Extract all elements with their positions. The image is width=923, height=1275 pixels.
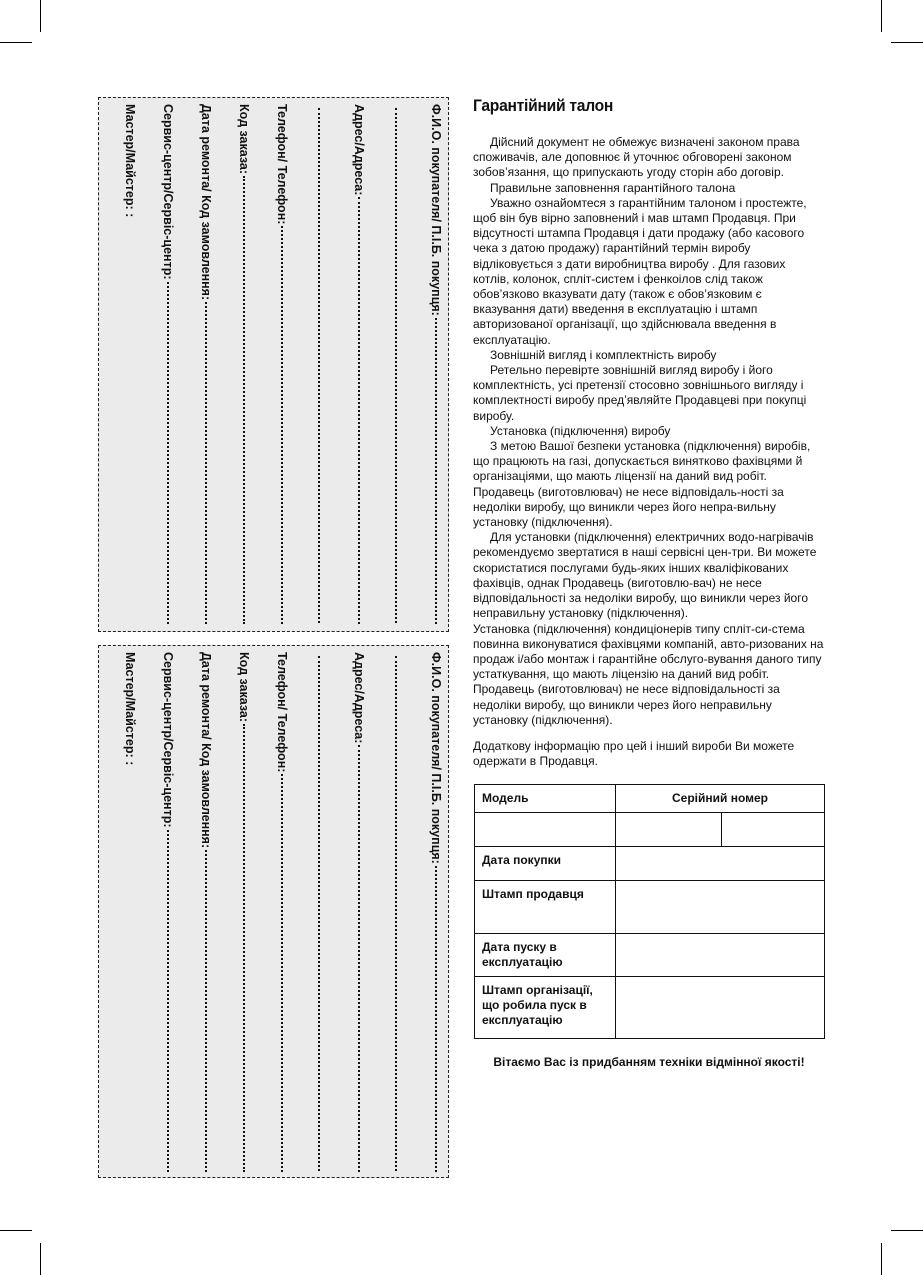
order-code-field[interactable]: Код заказа: xyxy=(237,104,251,624)
crop-mark xyxy=(891,1230,923,1231)
purchase-date-cell[interactable] xyxy=(616,847,825,881)
address-field[interactable]: Адрес/Адреса: xyxy=(352,104,366,624)
crop-mark xyxy=(40,0,41,32)
start-date-cell[interactable] xyxy=(616,934,825,977)
warranty-paragraph: Дійсний документ не обмежує визначені законом права споживачів, але доповнює й уточнює обговорені законом зобов’язання, що припускають угоду сторін або договір. xyxy=(473,135,800,180)
additional-info-note: Додаткову інформацію про цей і інший вироби Ви можете одержати в Продавця. xyxy=(473,739,795,769)
buyer-name-field[interactable]: Ф.И.О. покупателя/ П.І.Б. покупця: xyxy=(429,652,443,1172)
warranty-paragraph: Установка (підключення) виробу xyxy=(490,423,671,438)
seller-stamp-cell[interactable] xyxy=(616,881,825,934)
page-title: Гарантійний талон xyxy=(473,96,614,115)
congratulations-text: Вітаємо Вас із придбанням техніки відмінної якості! xyxy=(493,1055,805,1069)
fill-line xyxy=(395,108,397,623)
address-field[interactable]: Адрес/Адреса: xyxy=(352,652,366,1172)
fill-line xyxy=(167,830,169,1172)
repair-date-field[interactable]: Дата ремонта/ Код замовлення: xyxy=(199,652,213,1172)
fill-line xyxy=(358,745,360,1172)
repair-coupon-top xyxy=(98,97,449,632)
service-center-field[interactable]: Сервис-центр/Сервіс-центр: xyxy=(161,652,175,1172)
org-stamp-cell[interactable] xyxy=(616,977,825,1039)
crop-mark xyxy=(0,1230,32,1231)
order-code-field[interactable]: Код заказа: xyxy=(237,652,251,1172)
seller-stamp-label: Штамп продавця xyxy=(475,881,616,934)
warranty-paragraph: Правильне заповнення гарантійного талона xyxy=(490,180,736,195)
fill-line xyxy=(358,197,360,624)
crop-mark xyxy=(881,1243,882,1275)
repair-coupon-bottom xyxy=(98,645,449,1178)
fill-line xyxy=(318,656,320,1171)
serial-number-header: Серійний номер xyxy=(616,785,825,813)
warranty-body-text xyxy=(473,135,825,728)
fill-line xyxy=(395,656,397,1171)
crop-mark xyxy=(891,42,923,43)
crop-mark xyxy=(881,0,882,32)
warranty-paragraph: Для установки (підключення) електричних водо-нагрівачів рекомендуємо звертатися в наші сервісні цен-три. Ви можете скористатися послугами будь-яких інших кваліфікованих фахівців, однак Продавець (виготовлю-вач) не несе відповідальності за недоліки виробу, що виникли через його неправильну установку (підключення). xyxy=(473,530,817,621)
fill-line xyxy=(435,866,437,1172)
crop-mark xyxy=(0,42,32,43)
warranty-paragraph: Ретельно перевірте зовнішній вигляд виробу і його комплектність, усі претензії стосовно зовнішнього вигляду і комплектності виробу пред’являйте Продавцеві при покупці виробу. xyxy=(473,363,807,423)
warranty-paragraph: Установка (підключення) кондиціонерів типу спліт-си-стема повинна виконуватися фахівцями компаній, авто-ризованих на продаж і/або монтаж і гарантійне обслуго-вування даного типу устаткування, що мають ліцензію на даний вид робіт. Продавець (виготовлювач) не несе відповідальності за недоліки виробу, що виникли через його неправильну установку (підключення). xyxy=(473,621,824,727)
buyer-name-field[interactable]: Ф.И.О. покупателя/ П.І.Б. покупця: xyxy=(429,104,443,624)
fill-line xyxy=(205,302,207,624)
master-field[interactable]: Мастер/Майстер: : xyxy=(123,104,137,218)
purchase-date-label: Дата покупки xyxy=(475,847,616,881)
phone-field[interactable]: Телефон/ Телефон: xyxy=(275,652,289,1172)
warranty-table xyxy=(474,784,825,1039)
serial-number-cell[interactable] xyxy=(616,813,722,847)
warranty-paragraph: Зовнішній вигляд і комплектність виробу xyxy=(490,347,717,362)
start-date-label: Дата пуску в експлуатацію xyxy=(475,934,616,977)
fill-line xyxy=(281,774,283,1172)
repair-date-field[interactable]: Дата ремонта/ Код замовлення: xyxy=(199,104,213,624)
org-stamp-label: Штамп організації, що робила пуск в експлуатацію xyxy=(475,977,616,1039)
warranty-paragraph: З метою Вашої безпеки установка (підключення) виробів, що працюють на газі, допускається винятково фахівцями й організаціями, що мають ліцензії на даний вид робіт. Продавець (виготовлювач) не несе відповідаль-ності за недоліки виробу, що виникли через його непра-вильну установку (підключення). xyxy=(473,439,811,530)
warranty-paragraph: Уважно ознайомтеся з гарантійним талоном і простежте, щоб він був вірно заповнений і мав штамп Продавця. При відсутності штампа Продавця і дати продажу (або касового чека з датою продажу) гарантійний термін виробу відліковується з дати виробництва виробу . Для газових котлів, колонок, спліт-систем і фенкоілов слід також обов’язково вказувати дату (також є обов’язковим є вказування дати) введення в експлуатацію і штамп авторизованої організації, що здійснювала введення в експлуатацію. xyxy=(473,195,807,347)
fill-line xyxy=(243,724,245,1172)
model-cell[interactable] xyxy=(475,813,616,847)
model-header: Модель xyxy=(475,785,616,813)
fill-line xyxy=(243,176,245,624)
fill-line xyxy=(281,226,283,624)
serial-number-cell[interactable] xyxy=(722,813,825,847)
fill-line xyxy=(205,850,207,1172)
service-center-field[interactable]: Сервис-центр/Сервіс-центр: xyxy=(161,104,175,624)
fill-line xyxy=(318,108,320,623)
master-field[interactable]: Мастер/Майстер: : xyxy=(123,652,137,766)
fill-line xyxy=(435,318,437,624)
phone-field[interactable]: Телефон/ Телефон: xyxy=(275,104,289,624)
fill-line xyxy=(167,282,169,624)
crop-mark xyxy=(40,1243,41,1275)
